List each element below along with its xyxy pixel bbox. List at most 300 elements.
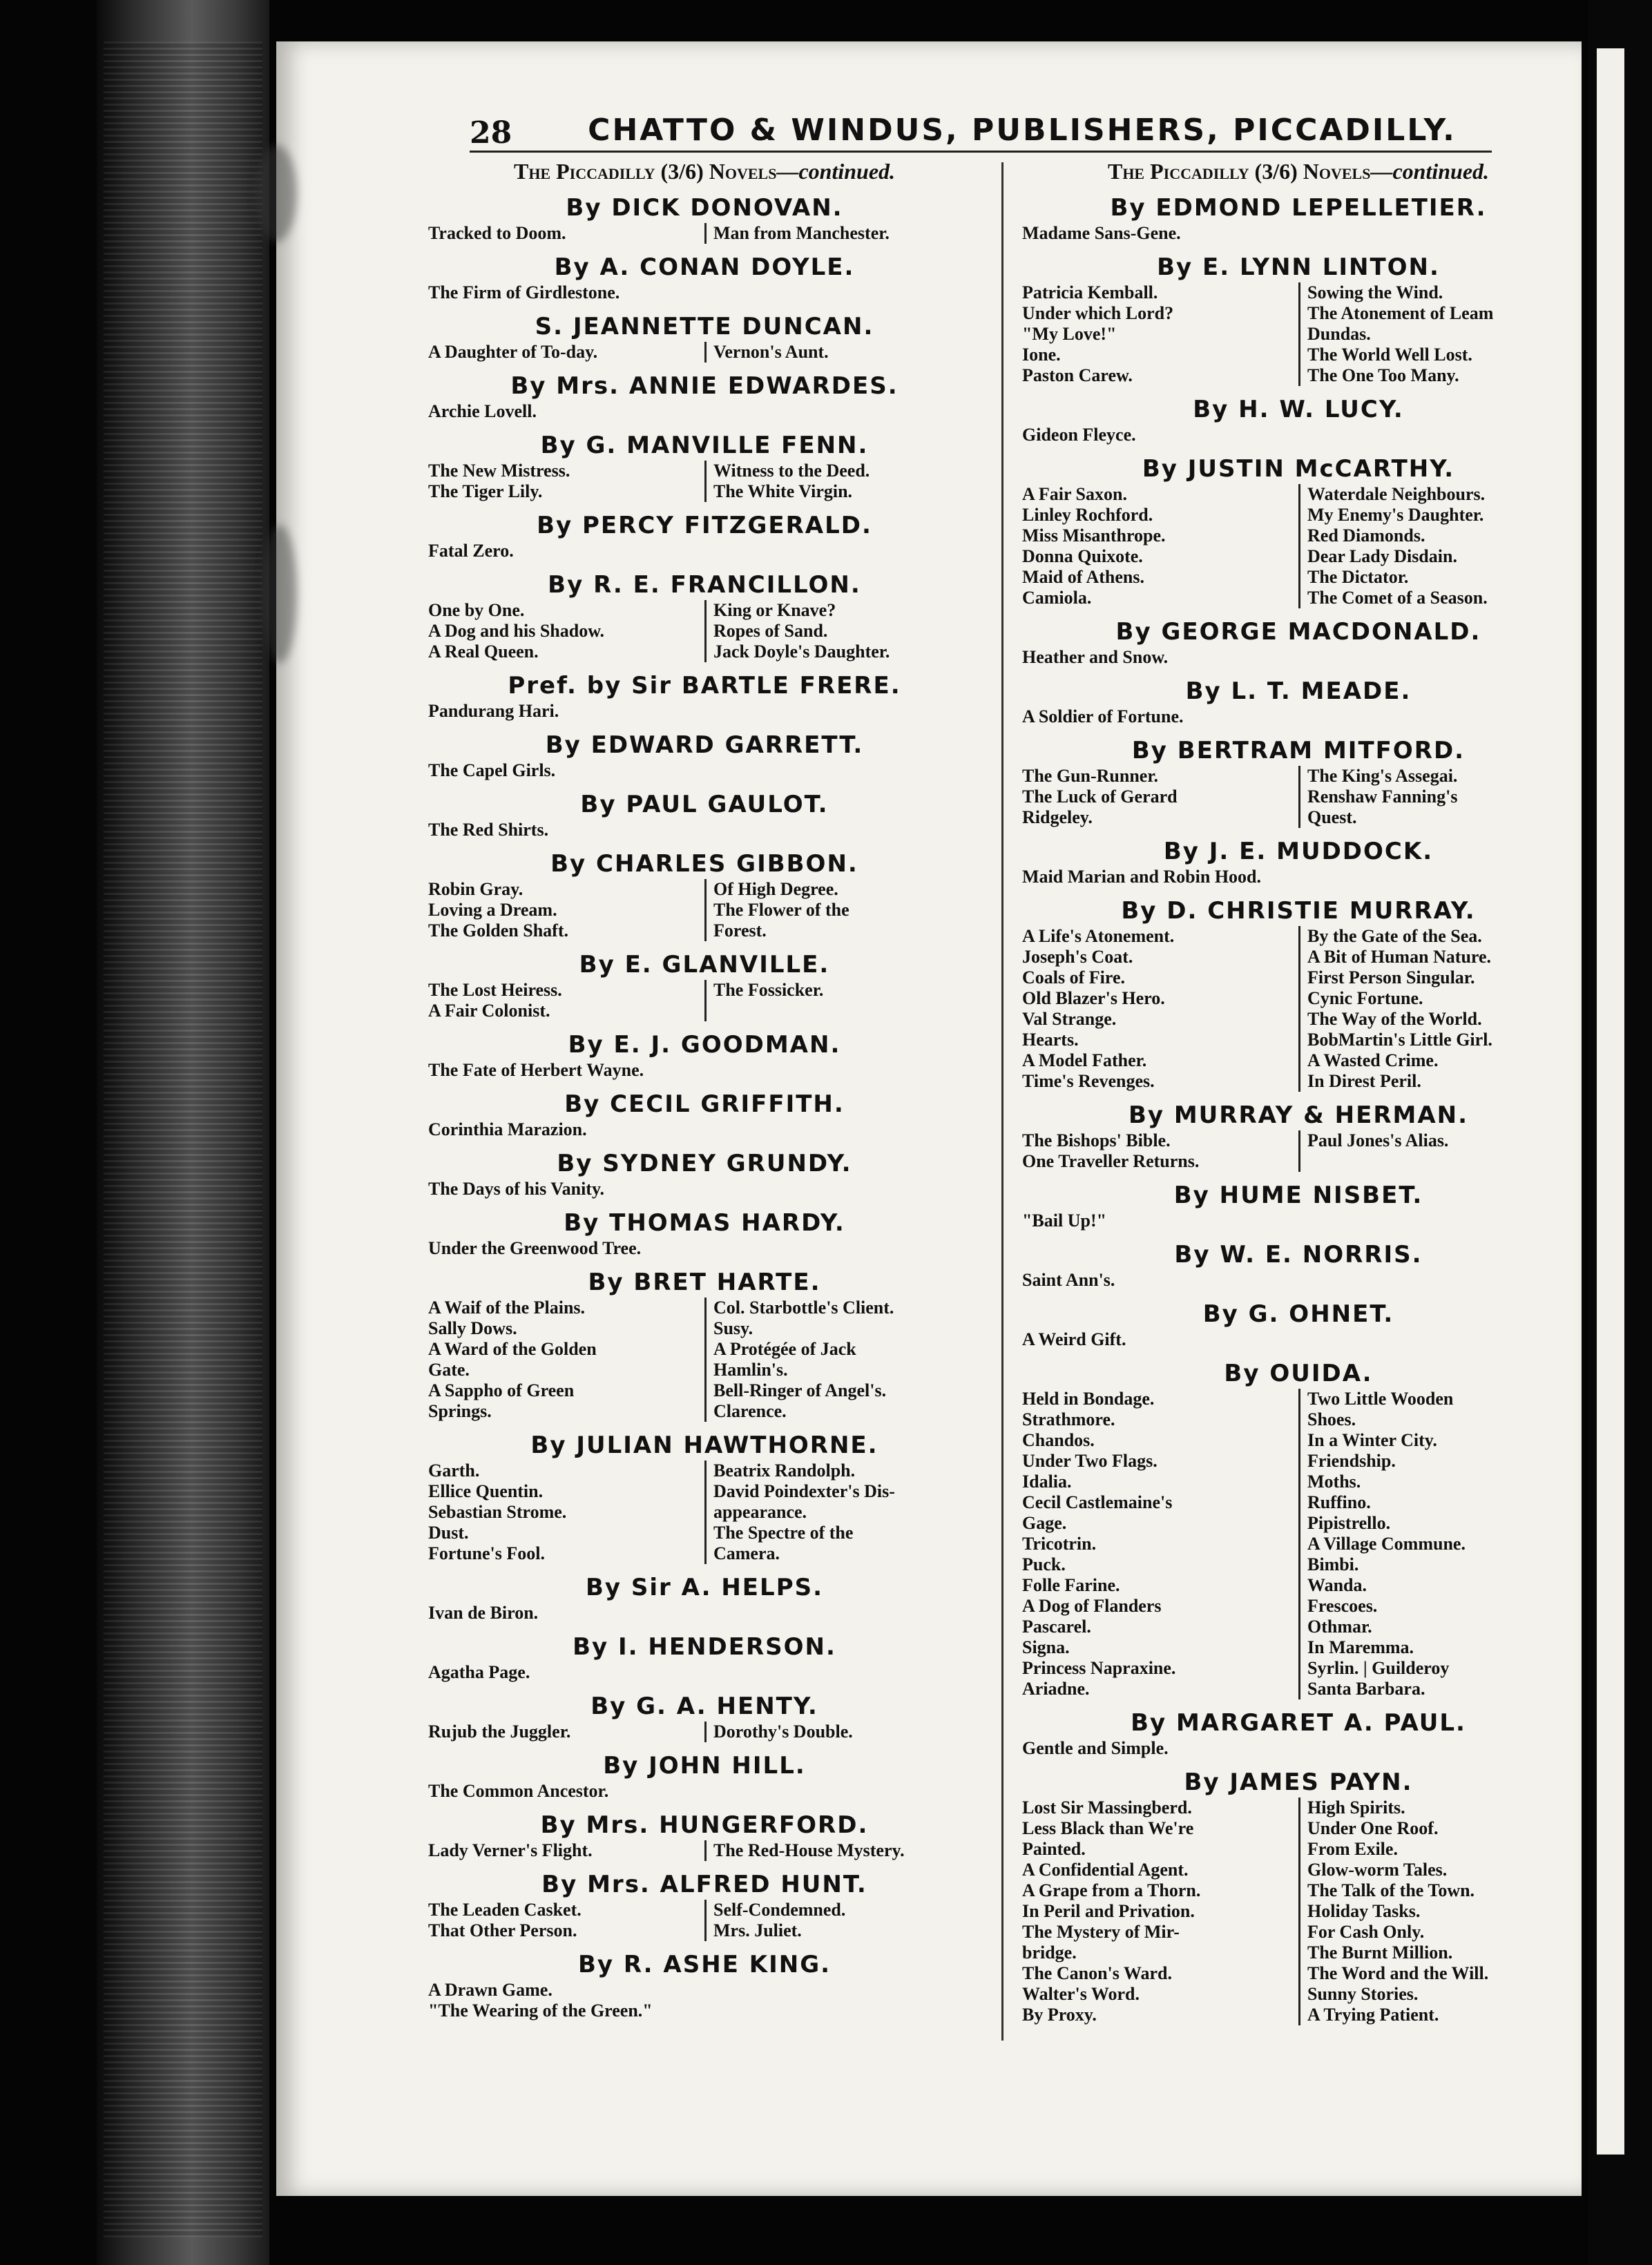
book-title: Hearts. (1022, 1030, 1079, 1050)
book-title: The Comet of a Season. (1307, 588, 1488, 608)
title-list (428, 541, 981, 561)
author-heading: By BERTRAM MITFORD. (1131, 737, 1466, 764)
author-heading: By W. E. NORRIS. (1174, 1241, 1423, 1269)
book-title: The Capel Girls. (428, 760, 556, 780)
book-title: A Soldier of Fortune. (1022, 706, 1184, 726)
title-list (428, 980, 981, 1021)
title-column (428, 600, 704, 662)
author-heading: By PERCY FITZGERALD. (537, 512, 872, 539)
book-title: Maid of Athens. (1022, 567, 1144, 587)
title-list (428, 820, 981, 840)
author-entry (1022, 253, 1575, 386)
book-title: Bimbi. (1307, 1554, 1359, 1574)
ink-smudge (256, 145, 297, 242)
author-heading: By JOHN HILL. (603, 1752, 806, 1780)
title-column (704, 1298, 981, 1422)
title-list (428, 1119, 981, 1140)
author-entry (428, 1951, 981, 2021)
book-title: In Peril and Privation. (1022, 1901, 1195, 1921)
title-column (1298, 926, 1575, 1092)
author-heading: By E. GLANVILLE. (579, 951, 830, 979)
ink-smudge (262, 525, 297, 663)
author-heading: By D. CHRISTIE MURRAY. (1121, 897, 1476, 925)
book-title: That Other Person. (428, 1920, 577, 1940)
title-column (1022, 425, 1575, 445)
book-title: Saint Ann's. (1022, 1270, 1115, 1290)
title-list (428, 1298, 981, 1422)
book-title: The One Too Many. (1307, 365, 1459, 385)
book-title: Ariadne. (1022, 1679, 1090, 1699)
book-title: Springs. (428, 1401, 492, 1421)
book-title: BobMartin's Little Girl. (1307, 1030, 1492, 1050)
title-list (428, 1781, 981, 1802)
left-column (428, 159, 981, 2021)
book-title: Col. Starbottle's Client. (713, 1298, 894, 1318)
book-title: Heather and Snow. (1022, 647, 1169, 667)
running-head: CHATTO & WINDUS, PUBLISHERS, PICCADILLY. (588, 113, 1457, 148)
title-column (428, 760, 981, 781)
title-column (1022, 1130, 1298, 1172)
book-title: Folle Farine. (1022, 1575, 1120, 1595)
book-title: Linley Rochford. (1022, 505, 1153, 525)
book-title: The Red Shirts. (428, 820, 549, 840)
series-heading-continued: —continued. (776, 159, 896, 184)
author-entry (428, 1811, 981, 1861)
title-list (1022, 647, 1575, 668)
book-title: King or Knave? (713, 600, 836, 620)
book-title: Camera. (713, 1543, 780, 1563)
book-title: By the Gate of the Sea. (1307, 926, 1482, 946)
author-heading: By SYDNEY GRUNDY. (557, 1150, 852, 1177)
title-list (1022, 484, 1575, 608)
book-title: A Fair Colonist. (428, 1001, 550, 1021)
book-title: The Lost Heiress. (428, 980, 562, 1000)
book-title: The Bishops' Bible. (1022, 1130, 1171, 1150)
author-entry (428, 1031, 981, 1081)
author-heading: By H. W. LUCY. (1193, 396, 1404, 423)
author-heading: By CHARLES GIBBON. (550, 850, 858, 878)
title-column (1022, 1738, 1575, 1759)
book-title: A Life's Atonement. (1022, 926, 1175, 946)
author-entry (1022, 194, 1575, 244)
title-column (428, 1060, 981, 1081)
page-edges-texture (104, 41, 262, 2237)
title-list (1022, 1329, 1575, 1350)
title-list (428, 282, 981, 303)
book-title: Wanda. (1307, 1575, 1367, 1595)
book-title: "The Wearing of the Green." (428, 2001, 653, 2021)
title-column (428, 1980, 981, 2021)
author-heading: By MARGARET A. PAUL. (1131, 1709, 1466, 1737)
author-entry (1022, 618, 1575, 668)
book-title: Moths. (1307, 1472, 1361, 1492)
book-title: The Atonement of Leam (1307, 303, 1494, 323)
author-heading: By J. E. MUDDOCK. (1163, 838, 1434, 865)
title-list (1022, 1738, 1575, 1759)
title-list (428, 1179, 981, 1199)
title-column (428, 980, 704, 1021)
book-title: Pascarel. (1022, 1617, 1091, 1637)
book-title: The Leaden Casket. (428, 1900, 582, 1920)
title-column (428, 1662, 981, 1683)
book-title: The Word and the Will. (1307, 1963, 1489, 1983)
book-title: The Tiger Lily. (428, 481, 543, 501)
author-heading: By G. OHNET. (1202, 1300, 1394, 1328)
author-heading: By Sir A. HELPS. (585, 1574, 824, 1601)
book-title: By Proxy. (1022, 2005, 1097, 2025)
book-title: A Ward of the Golden (428, 1339, 597, 1359)
title-column (1022, 926, 1298, 1092)
title-list (428, 879, 981, 941)
title-column (428, 1722, 704, 1742)
title-column (428, 1461, 704, 1564)
title-list (1022, 282, 1575, 386)
author-entry (428, 1693, 981, 1742)
author-heading: By PAUL GAULOT. (580, 791, 829, 818)
author-heading: By E. LYNN LINTON. (1157, 253, 1440, 281)
book-title: Less Black than We're (1022, 1818, 1194, 1838)
book-title: Man from Manchester. (713, 223, 890, 243)
book-title: A Bit of Human Nature. (1307, 947, 1492, 967)
title-list (428, 1461, 981, 1564)
author-entry (428, 791, 981, 840)
page-number: 28 (470, 115, 512, 151)
book-title: Ridgeley. (1022, 807, 1093, 827)
title-list (428, 1238, 981, 1259)
title-column (428, 282, 981, 303)
title-column (704, 461, 981, 502)
book-title: The Fate of Herbert Wayne. (428, 1060, 644, 1080)
book-title: The World Well Lost. (1307, 345, 1472, 365)
title-column (704, 600, 981, 662)
book-title: Paul Jones's Alias. (1307, 1130, 1449, 1150)
title-column (704, 1461, 981, 1564)
book-title: Gentle and Simple. (1022, 1738, 1169, 1758)
author-entry (428, 1432, 981, 1564)
book-title: Idalia. (1022, 1472, 1072, 1492)
author-heading: By G. A. HENTY. (590, 1693, 818, 1720)
author-heading: By Mrs. ALFRED HUNT. (541, 1871, 867, 1898)
author-entry (1022, 677, 1575, 727)
book-title: The New Mistress. (428, 461, 570, 481)
author-entry (1022, 1241, 1575, 1291)
title-column (1298, 766, 1575, 828)
book-title: Robin Gray. (428, 879, 524, 899)
book-title: The Luck of Gerard (1022, 787, 1178, 807)
facing-page-sliver (1597, 48, 1624, 2155)
author-entry (1022, 737, 1575, 828)
title-column (428, 820, 981, 840)
title-list (1022, 425, 1575, 445)
book-title: The Burnt Million. (1307, 1943, 1453, 1963)
book-title: Sowing the Wind. (1307, 282, 1443, 302)
book-title: Under which Lord? (1022, 303, 1174, 323)
book-title: Under Two Flags. (1022, 1451, 1158, 1471)
title-list (428, 1900, 981, 1941)
book-title: Miss Misanthrope. (1022, 526, 1166, 546)
author-heading: By THOMAS HARDY. (564, 1209, 845, 1237)
title-list (1022, 1211, 1575, 1231)
title-column (428, 1603, 981, 1623)
book-title: David Poindexter's Dis- (713, 1481, 895, 1501)
book-title: Strathmore. (1022, 1409, 1115, 1429)
title-list (428, 342, 981, 363)
title-list (428, 1662, 981, 1683)
book-title: Dundas. (1307, 324, 1371, 344)
book-title: Old Blazer's Hero. (1022, 988, 1165, 1008)
title-list (1022, 926, 1575, 1092)
book-title: A Village Commune. (1307, 1534, 1466, 1554)
author-heading: By A. CONAN DOYLE. (554, 253, 855, 281)
title-list (428, 461, 981, 502)
page-header (470, 75, 1492, 153)
book-title: In Direst Peril. (1307, 1071, 1421, 1091)
book-title: A Protégée of Jack (713, 1339, 856, 1359)
book-title: The Mystery of Mir- (1022, 1922, 1180, 1942)
book-title: A Waif of the Plains. (428, 1298, 586, 1318)
title-column (704, 1722, 981, 1742)
title-list (428, 760, 981, 781)
author-heading: By G. MANVILLE FENN. (540, 432, 869, 459)
book-title: Gate. (428, 1360, 470, 1380)
book-title: Time's Revenges. (1022, 1071, 1155, 1091)
title-list (1022, 1270, 1575, 1291)
author-entry (1022, 1768, 1575, 2025)
book-title: High Spirits. (1307, 1797, 1405, 1818)
title-list (428, 701, 981, 722)
book-title: Dorothy's Double. (713, 1722, 853, 1742)
title-column (1022, 766, 1298, 828)
book-title: Red Diamonds. (1307, 526, 1425, 546)
book-title: Patricia Kemball. (1022, 282, 1158, 302)
title-column (428, 1119, 981, 1140)
title-list (1022, 867, 1575, 887)
book-title: Dust. (428, 1523, 469, 1543)
book-title: Othmar. (1307, 1617, 1372, 1637)
book-title: Sally Dows. (428, 1318, 517, 1338)
author-entry (428, 1633, 981, 1683)
book-title: Paston Carew. (1022, 365, 1133, 385)
book-title: One by One. (428, 600, 525, 620)
book-title: Frescoes. (1307, 1596, 1378, 1616)
author-entry (428, 672, 981, 722)
title-column (428, 1179, 981, 1199)
title-column (1022, 223, 1575, 244)
author-heading: By R. E. FRANCILLON. (548, 571, 861, 599)
title-column (428, 342, 704, 363)
book-title: Waterdale Neighbours. (1307, 484, 1486, 504)
author-entry (1022, 1300, 1575, 1350)
title-list (428, 1722, 981, 1742)
author-entry (428, 571, 981, 662)
book-title: One Traveller Returns. (1022, 1151, 1200, 1171)
author-heading: By JAMES PAYN. (1184, 1768, 1413, 1796)
book-title: Ellice Quentin. (428, 1481, 544, 1501)
author-entry (428, 1090, 981, 1140)
book-title: Holiday Tasks. (1307, 1901, 1421, 1921)
title-column (428, 879, 704, 941)
title-column (1022, 282, 1298, 386)
author-entry (428, 313, 981, 363)
book-title: Coals of Fire. (1022, 967, 1125, 987)
title-column (1022, 1211, 1575, 1231)
author-heading: By JULIAN HAWTHORNE. (530, 1432, 878, 1459)
book-title: A Grape from a Thorn. (1022, 1880, 1201, 1900)
title-column (704, 1900, 981, 1941)
book-title: The Gun-Runner. (1022, 766, 1158, 786)
author-entry (428, 1752, 981, 1802)
series-heading-text: The Piccadilly (3/6) Novels (513, 159, 777, 184)
catalogue-page (276, 41, 1582, 2196)
book-title: A Confidential Agent. (1022, 1860, 1189, 1880)
book-title: Donna Quixote. (1022, 546, 1143, 566)
book-title: The Canon's Ward. (1022, 1963, 1172, 1983)
author-entry (1022, 1360, 1575, 1699)
title-column (428, 401, 981, 422)
book-title: For Cash Only. (1307, 1922, 1425, 1942)
author-heading: By JUSTIN McCARTHY. (1142, 455, 1455, 483)
book-title: The White Virgin. (713, 481, 853, 501)
book-title: Mrs. Juliet. (713, 1920, 802, 1940)
title-column (1022, 1270, 1575, 1291)
author-entry (1022, 455, 1575, 608)
author-entry (1022, 1709, 1575, 1759)
author-entry (1022, 1101, 1575, 1172)
book-title: Chandos. (1022, 1430, 1095, 1450)
author-heading: By Mrs. HUNGERFORD. (540, 1811, 869, 1839)
book-title: Painted. (1022, 1839, 1086, 1859)
book-title: Under the Greenwood Tree. (428, 1238, 642, 1258)
author-entry (428, 731, 981, 781)
book-title: Rujub the Juggler. (428, 1722, 571, 1742)
book-title: The Fossicker. (713, 980, 824, 1000)
book-title: A Dog and his Shadow. (428, 621, 605, 641)
book-title: Clarence. (713, 1401, 787, 1421)
book-title: Lady Verner's Flight. (428, 1840, 593, 1860)
book-title: Two Little Wooden (1307, 1389, 1454, 1409)
author-heading: By L. T. MEADE. (1185, 677, 1412, 705)
book-title: Shoes. (1307, 1409, 1356, 1429)
book-title: Loving a Dream. (428, 900, 557, 920)
book-title: A Trying Patient. (1307, 2005, 1439, 2025)
book-title: Syrlin. | Guilderoy (1307, 1658, 1450, 1678)
book-title: Quest. (1307, 807, 1357, 827)
book-title: bridge. (1022, 1943, 1077, 1963)
book-title: Self-Condemned. (713, 1900, 846, 1920)
title-column (428, 461, 704, 502)
title-column (1298, 484, 1575, 608)
book-title: The Firm of Girdlestone. (428, 282, 620, 302)
book-title: Corinthia Marazion. (428, 1119, 587, 1139)
book-title: "Bail Up!" (1022, 1211, 1107, 1231)
title-column (1022, 484, 1298, 608)
book-title: Ivan de Biron. (428, 1603, 539, 1623)
author-heading: By Mrs. ANNIE EDWARDES. (510, 372, 899, 400)
book-title: My Enemy's Daughter. (1307, 505, 1484, 525)
book-title: Vernon's Aunt. (713, 342, 829, 362)
author-heading: By CECIL GRIFFITH. (564, 1090, 845, 1118)
author-entry (428, 850, 981, 941)
author-heading: By E. J. GOODMAN. (568, 1031, 841, 1059)
title-column (428, 1298, 704, 1422)
author-entry (428, 1209, 981, 1259)
book-title: Under One Roof. (1307, 1818, 1439, 1838)
title-column (1298, 1389, 1575, 1699)
book-title: Lost Sir Massingberd. (1022, 1797, 1192, 1818)
author-entry (1022, 838, 1575, 887)
book-title: Jack Doyle's Daughter. (713, 642, 890, 662)
title-column (704, 980, 981, 1021)
title-list (428, 1603, 981, 1623)
book-title: A Fair Saxon. (1022, 484, 1127, 504)
book-title: The Flower of the (713, 900, 849, 920)
series-heading-continued: —continued. (1370, 159, 1490, 184)
book-title: A Sappho of Green (428, 1380, 575, 1400)
title-column (1022, 1797, 1298, 2025)
book-title: Cynic Fortune. (1307, 988, 1423, 1008)
title-list (1022, 706, 1575, 727)
book-title: First Person Singular. (1307, 967, 1475, 987)
book-title: Sebastian Strome. (428, 1502, 567, 1522)
book-title: A Weird Gift. (1022, 1329, 1126, 1349)
series-heading-text: The Piccadilly (3/6) Novels (1107, 159, 1371, 184)
author-entry (428, 372, 981, 422)
book-title: Susy. (713, 1318, 753, 1338)
book-title: Forest. (713, 921, 767, 941)
book-title: Sunny Stories. (1307, 1984, 1419, 2004)
author-heading: By I. HENDERSON. (573, 1633, 836, 1661)
book-title: The Days of his Vanity. (428, 1179, 605, 1199)
title-list (1022, 1130, 1575, 1172)
book-title: A Daughter of To-day. (428, 342, 598, 362)
book-title: The Common Ancestor. (428, 1781, 609, 1801)
left-sections (428, 194, 981, 2021)
author-entry (428, 253, 981, 303)
book-title: Fortune's Fool. (428, 1543, 545, 1563)
title-column (1022, 867, 1575, 887)
title-column (428, 1900, 704, 1941)
author-entry (1022, 1182, 1575, 1231)
author-heading: S. JEANNETTE DUNCAN. (535, 313, 874, 340)
book-title: Camiola. (1022, 588, 1092, 608)
book-title: From Exile. (1307, 1839, 1398, 1859)
book-title: The Dictator. (1307, 567, 1409, 587)
title-column (428, 1238, 981, 1259)
book-title: A Dog of Flanders (1022, 1596, 1162, 1616)
book-title: Val Strange. (1022, 1009, 1117, 1029)
book-title: Witness to the Deed. (713, 461, 870, 481)
author-entry (428, 432, 981, 502)
book-title: Santa Barbara. (1307, 1679, 1425, 1699)
author-entry (428, 1269, 981, 1422)
book-title: Maid Marian and Robin Hood. (1022, 867, 1262, 887)
title-list (428, 401, 981, 422)
book-title: Joseph's Coat. (1022, 947, 1133, 967)
book-title: A Model Father. (1022, 1050, 1147, 1070)
title-list (428, 1840, 981, 1861)
author-entry (428, 194, 981, 244)
title-list (1022, 1389, 1575, 1699)
title-list (428, 600, 981, 662)
book-title: Bell-Ringer of Angel's. (713, 1380, 887, 1400)
title-list (1022, 766, 1575, 828)
book-title: Fatal Zero. (428, 541, 514, 561)
book-title: Pipistrello. (1307, 1513, 1391, 1533)
author-heading: By DICK DONOVAN. (566, 194, 843, 222)
title-column (704, 342, 981, 363)
title-column (428, 223, 704, 244)
book-title: Beatrix Randolph. (713, 1461, 856, 1481)
